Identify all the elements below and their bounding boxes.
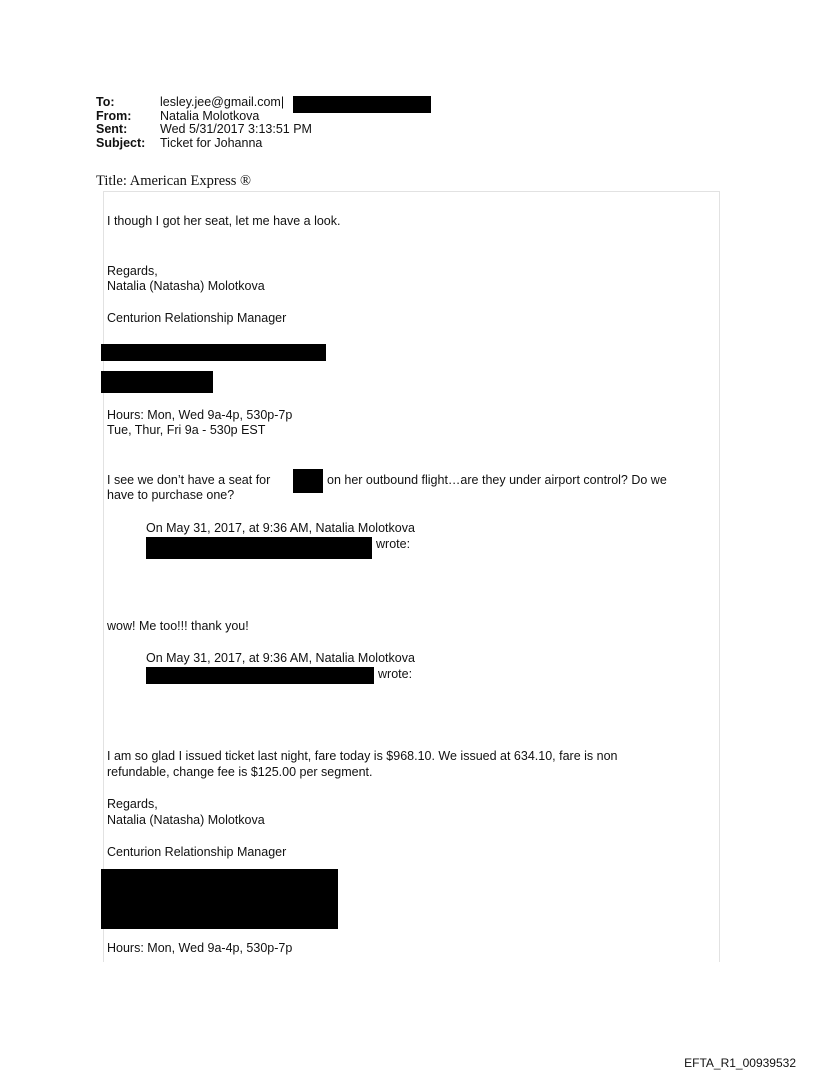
body-line: on her outbound flight…are they under airport control? Do we [327, 473, 667, 487]
to-value: lesley.jee@gmail.com| [160, 95, 285, 109]
body-line: I am so glad I issued ticket last night, fare today is $968.10. We issued at 634.10, fare is non [107, 749, 618, 763]
subject-value: Ticket for Johanna [160, 135, 263, 150]
redaction-block [293, 96, 431, 113]
regards-text: Regards, [107, 264, 158, 278]
title-line: Title: American Express ® [96, 173, 252, 189]
redaction-block [146, 667, 374, 684]
body-line: I see we don’t have a seat for [107, 473, 271, 487]
hours-text: Tue, Thur, Fri 9a - 530p EST [107, 423, 266, 437]
body-line: I though I got her seat, let me have a look. [107, 214, 341, 228]
quote-wrote: wrote: [378, 667, 413, 681]
from-label: From: [96, 108, 132, 123]
signature-role: Centurion Relationship Manager [107, 311, 287, 325]
regards-text: Regards, [107, 797, 158, 811]
quote-header: On May 31, 2017, at 9:36 AM, Natalia Molotkova [146, 521, 415, 535]
redaction-block [293, 469, 323, 493]
body-line: refundable, change fee is $125.00 per segment. [107, 765, 373, 779]
to-label: To: [96, 95, 115, 109]
subject-row [96, 137, 312, 151]
subject-label: Subject: [96, 135, 146, 150]
redaction-block [146, 537, 372, 559]
quote-wrote: wrote: [376, 537, 411, 551]
hours-text: Hours: Mon, Wed 9a-4p, 530p-7p [107, 941, 293, 955]
to-row [96, 96, 312, 110]
body-line: have to purchase one? [107, 488, 235, 502]
sent-row [96, 123, 312, 137]
quote-header: On May 31, 2017, at 9:36 AM, Natalia Molotkova [146, 651, 415, 665]
redaction-block [101, 869, 338, 929]
signature-name: Natalia (Natasha) Molotkova [107, 813, 265, 827]
redaction-block [101, 371, 213, 393]
email-header [96, 96, 312, 150]
signature-name: Natalia (Natasha) Molotkova [107, 279, 265, 293]
redaction-block [101, 344, 326, 361]
body-line: wow! Me too!!! thank you! [107, 619, 249, 633]
hours-text: Hours: Mon, Wed 9a-4p, 530p-7p [107, 408, 293, 422]
signature-role: Centurion Relationship Manager [107, 845, 287, 859]
sent-value: Wed 5/31/2017 3:13:51 PM [160, 122, 312, 136]
sent-label: Sent: [96, 122, 128, 136]
from-value: Natalia Molotkova [160, 108, 260, 123]
from-row [96, 110, 312, 124]
document-id: EFTA_R1_00939532 [684, 1056, 796, 1070]
